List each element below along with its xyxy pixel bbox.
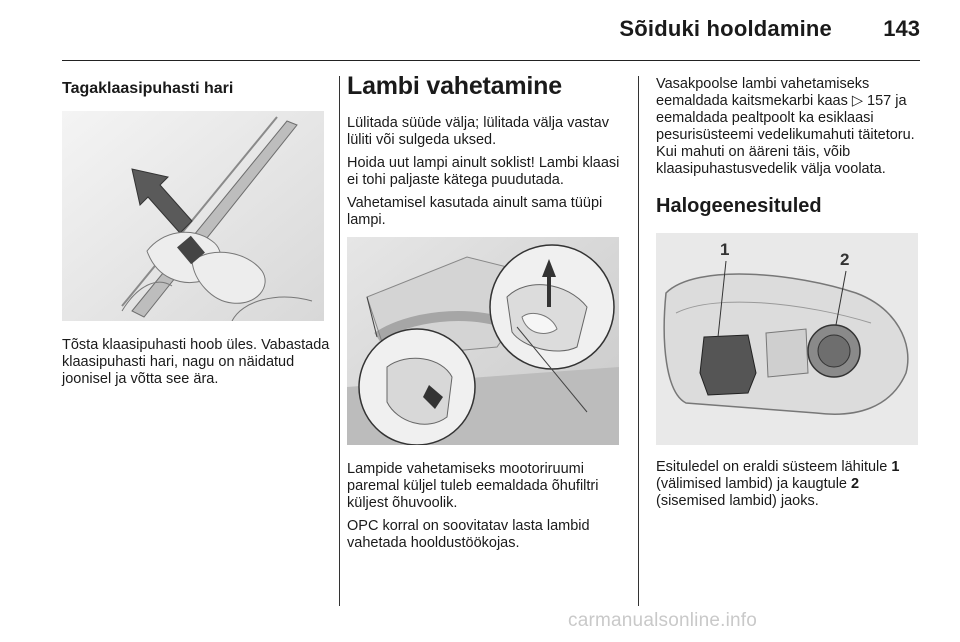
watermark-text: carmanualsonline.info [568,610,758,631]
paragraph-air-hose: Lampide vahetamiseks mootoriruumi paremal küljel tuleb eemaldada õhufiltri küljest õhuvoolik. [347,461,599,511]
left-bulb-text-b: ja eemaldada pealtpoolt ka esiklaasi pesurisüsteemi vedelikumahuti täitetoru. Kui mahuti on ääreni täis, võib klaasipuhastusvedelik välja voolata. [656,93,915,177]
section-heading-halogen-headlights: Halogeenesituled [656,195,822,217]
engine-bay-illustration [347,237,619,445]
paragraph-left-bulb [656,76,926,178]
headlight-text-c: (välimised lambid) ja kaugtule [656,476,847,492]
section-heading-wiper-blade: Tagaklaasipuhasti hari [62,80,234,97]
paragraph-headlight-system [656,459,926,510]
paragraph-ignition: Lülitada süüde välja; lülitada välja vastav lüliti või sulgeda uksed. [347,115,609,148]
wiper-instruction-text: Tõsta klaasipuhasti hoob üles. Vabastada klaasipuhasti hari, nagu on näidatud joonisel ja võtta see ära. [62,337,330,387]
callout-label-2: 2 [840,250,850,269]
left-column [62,76,334,394]
callout-label-1: 1 [720,240,730,259]
paragraph-opc-service: OPC korral on soovitatav lasta lambid vahetada hooldustöökojas. [347,518,590,551]
column-divider-right [638,76,639,606]
page-reference-arrow-icon: ▷ [851,93,864,109]
headlight-text-a: Esituledel on eraldi süsteem lähitule [656,459,888,475]
page-number: 143 [883,16,920,41]
column-divider-left [339,76,340,606]
headlight-illustration [656,233,918,445]
page-reference-number: 157 [867,93,892,109]
low-beam-ref: 1 [891,459,900,475]
left-bulb-text-a: Vasakpoolse lambi vahetamiseks eemaldada kaitsmekarbi kaas [656,76,870,109]
wiper-blade-illustration [62,111,324,321]
section-heading-bulb-replacement: Lambi vahetamine [347,72,562,100]
paragraph-hold-bulb: Hoida uut lampi ainult soklist! Lambi klaasi ei tohi paljaste kätega puudutada. [347,155,620,188]
running-header-title: Sõiduki hooldamine [619,16,832,41]
high-beam-ref: 2 [851,476,860,492]
headlight-text-d: (sisemised lambid) jaoks. [656,493,819,509]
right-column [656,76,926,516]
header-divider [62,60,920,61]
middle-column [347,72,627,558]
paragraph-same-type: Vahetamisel kasutada ainult sama tüüpi lampi. [347,195,603,228]
